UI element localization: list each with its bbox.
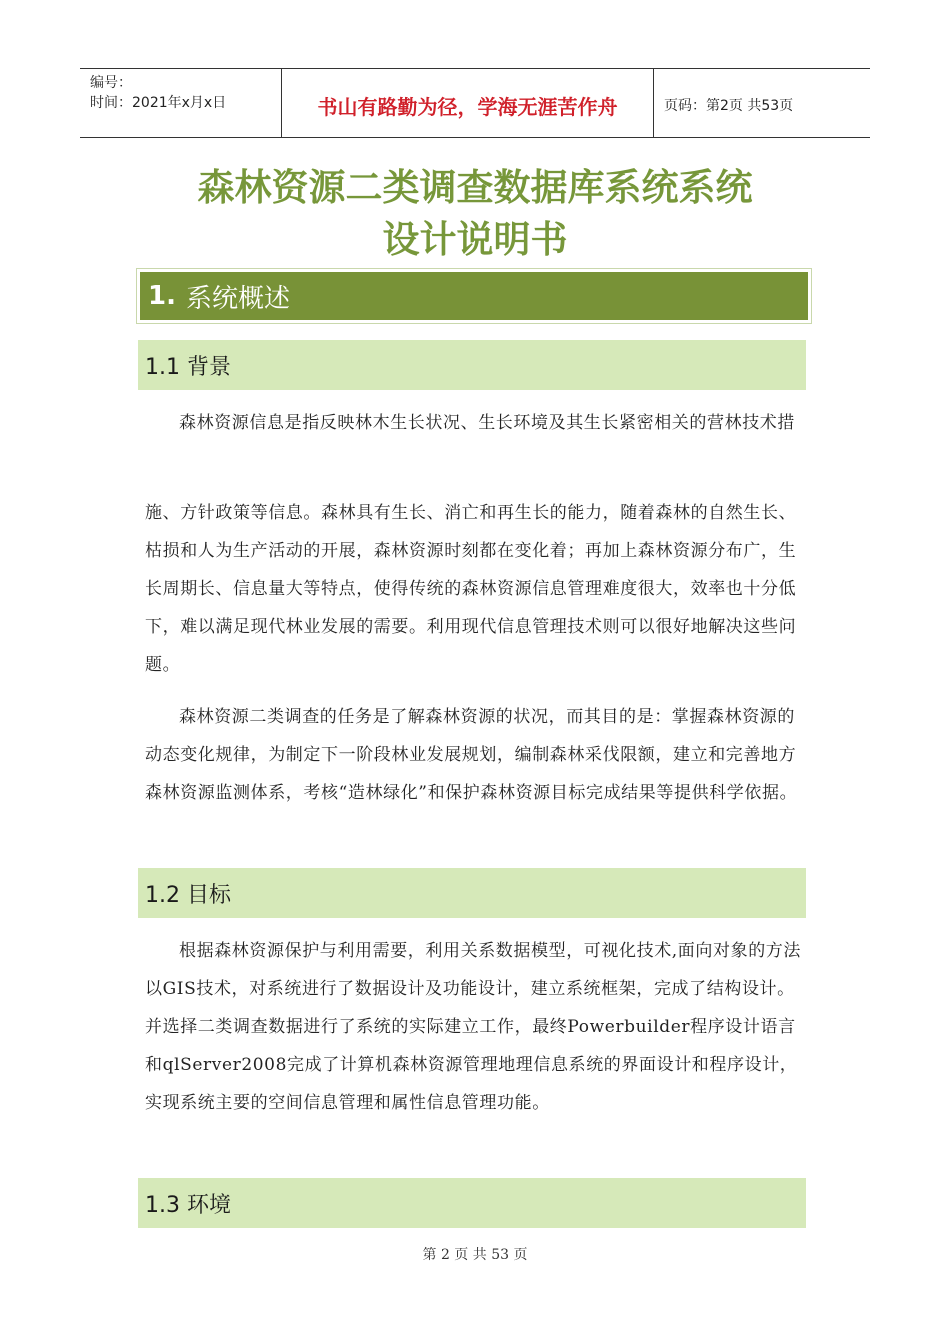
subsection-heading-1-1: 1.1 背景 [138,340,806,390]
header-meta [80,69,282,137]
page-header [80,68,870,138]
title-line-2: 设计说明书 [382,218,568,261]
page-footer: 第 2 页 共 53 页 [422,1247,528,1263]
paragraph-background-2: 施、方针政策等信息。森林具有生长、消亡和再生长的能力，随着森林的自然生长、枯损和人为生产活动的开展，森林资源时刻都在变化着；再加上森林资源分布广，生长周期长、信息量大等特点，使得传统的森林资源信息管理难度很大，效率也十分低下，难以满足现代林业发展的需要。利用现代信息管理技术则可以很好地解决这些问题。 [145,503,797,675]
subsection-heading-1-3: 1.3 环境 [138,1178,806,1228]
header-page-info: 页码：第2页 共53页 [664,98,794,114]
document-title [80,162,870,266]
subsection-heading-1-2: 1.2 目标 [138,868,806,918]
paragraph-background-3: 森林资源二类调查的任务是了解森林资源的状况，而其目的是：掌握森林资源的动态变化规律，为制定下一阶段林业发展规划，编制森林采伐限额，建立和完善地方森林资源监测体系，考核“造林绿化”和保护森林资源目标完成结果等提供科学依据。 [145,707,798,803]
section-heading-1 [136,268,812,324]
time-label: 时间：2021年x月x日 [90,95,227,111]
section-number: 1. [148,281,176,311]
section-heading-bar [140,272,808,320]
paragraph-background-1: 森林资源信息是指反映林木生长状况、生长环境及其生长紧密相关的营林技术措 [179,413,795,433]
header-motto: 书山有路勤为径，学海无涯苦作舟 [282,69,654,137]
paragraph-goal: 根据森林资源保护与利用需要，利用关系数据模型，可视化技术,面向对象的方法以GIS技术，对系统进行了数据设计及功能设计，建立系统框架，完成了结构设计。并选择二类调查数据进行了系统的实际建立工作，最终Powerbuilder程序设计语言和qlServer2008完成了计算机森林资源管理地理信息系统的界面设计和程序设计，实现系统主要的空间信息管理和属性信息管理功能。 [145,941,802,1113]
section-title: 系统概述 [185,283,290,314]
number-label: 编号： [90,75,132,91]
title-line-1: 森林资源二类调查数据库系统系统 [197,166,753,209]
